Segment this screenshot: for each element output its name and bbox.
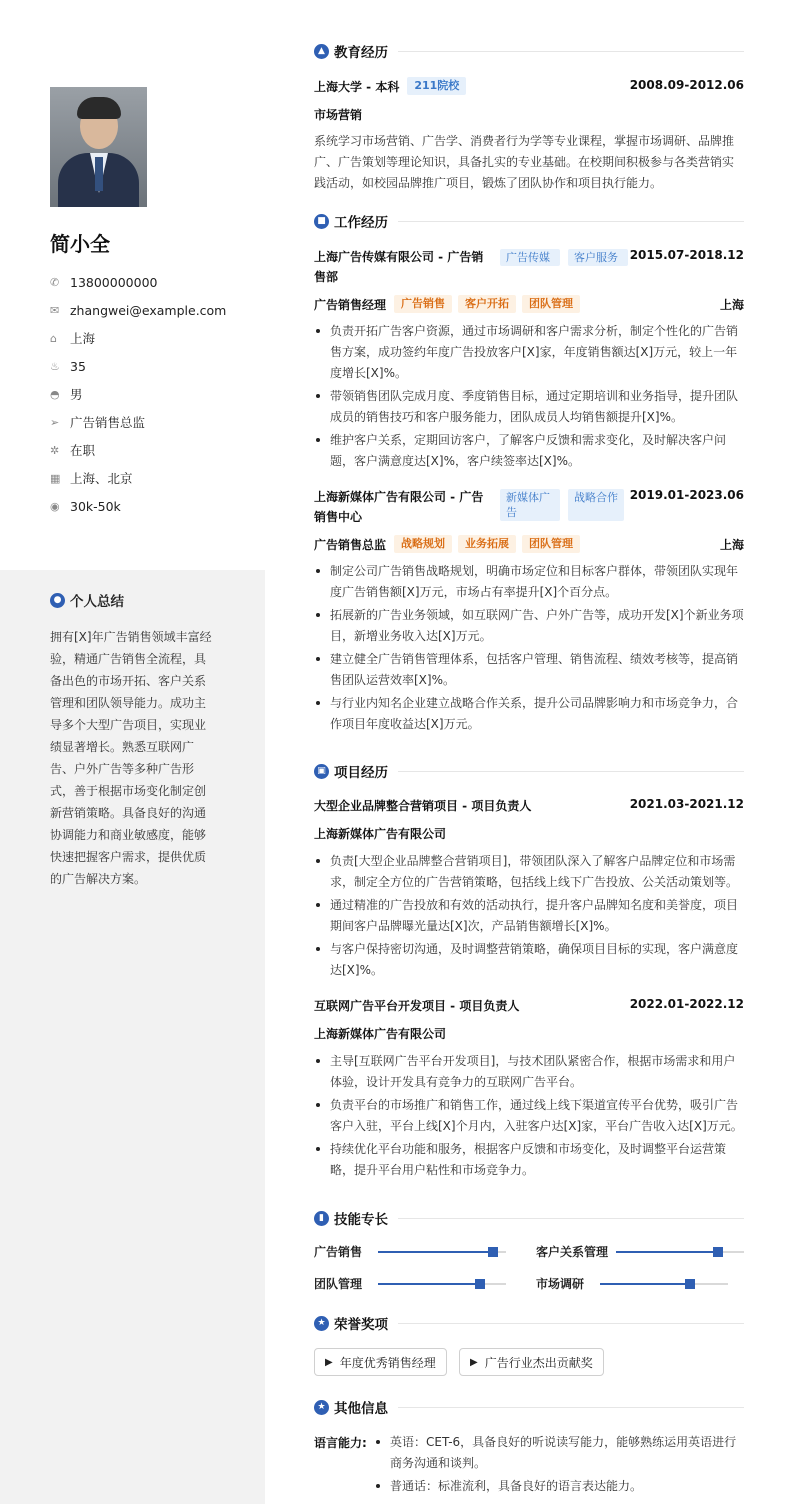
- other-title: 其他信息: [334, 1401, 388, 1417]
- list-item: 主导[互联网广告平台开发项目]，与技术团队紧密合作，根据市场需求和用户体验，设计开发具有竞争力的互联网广告平台。: [314, 1051, 744, 1093]
- info-status: [50, 436, 260, 464]
- list-item: 建立健全广告销售管理体系，包括客户管理、销售流程、绩效考核等，提高销售团队运营效率[X]%。: [314, 649, 744, 691]
- building-icon: ▦: [50, 471, 61, 485]
- skill-row: [536, 1243, 744, 1260]
- briefcase-icon: ■: [314, 214, 329, 229]
- location-text: 上海: [70, 331, 96, 346]
- status-text: 在职: [70, 443, 96, 458]
- project-company: 上海新媒体广告有限公司: [314, 1027, 447, 1041]
- list-item: 与行业内知名企业建立战略合作关系，提升公司品牌影响力和市场竞争力，合作项目年度收益达[X]万元。: [314, 693, 744, 735]
- skill-row: [314, 1243, 506, 1260]
- summary-title-text: 个人总结: [70, 594, 124, 610]
- list-item: 英语：CET-6，具备良好的听说读写能力，能够熟练运用英语进行商务沟通和谈判。: [374, 1432, 744, 1474]
- play-icon: ▶: [325, 1356, 333, 1368]
- info-phone: [50, 268, 260, 296]
- job-date: 2015.07-2018.12: [629, 248, 744, 262]
- education-description: 系统学习市场营销、广告学、消费者行为学等专业课程，掌握市场调研、品牌推广、广告策划等理论知识，具备扎实的专业基础。在校期间积极参与各类营销实践活动，如校园品牌推广项目，锻炼了团队协作和项目执行能力。: [314, 134, 735, 190]
- project-name: 大型企业品牌整合营销项目 - 项目负责人: [314, 799, 532, 813]
- salary-icon: ◉: [50, 499, 60, 513]
- summary-heading: [50, 590, 124, 610]
- list-item: 维护客户关系，定期回访客户，了解客户反馈和需求变化，及时解决客户问题，客户满意度达[X]%，客户续签率达[X]%。: [314, 430, 744, 472]
- education-date: 2008.09-2012.06: [629, 78, 744, 92]
- education-heading: [314, 41, 744, 61]
- info-position: [50, 408, 260, 436]
- project-bullets: [314, 1051, 744, 1183]
- awards-heading: [314, 1313, 744, 1333]
- skill-name: 广告销售: [314, 1245, 363, 1259]
- job-company: 上海新媒体广告有限公司 - 广告销售中心: [314, 490, 484, 524]
- project-date: 2021.03-2021.12: [629, 797, 744, 811]
- salary-text: 30k-50k: [70, 498, 121, 514]
- skill-row: [314, 1275, 506, 1292]
- info-location: [50, 324, 260, 352]
- list-item: 与客户保持密切沟通，及时调整营销策略，确保项目目标的实现，客户满意度达[X]%。: [314, 939, 744, 981]
- skill-name: 客户关系管理: [536, 1245, 609, 1259]
- phone-text: 13800000000: [70, 274, 158, 290]
- education-school-row: [314, 77, 466, 95]
- project-name: 互联网广告平台开发项目 - 项目负责人: [314, 999, 520, 1013]
- awards-title: 荣誉奖项: [334, 1317, 388, 1333]
- list-item: 制定公司广告销售战略规划，明确市场定位和目标客户群体，带领团队实现年度广告销售额[X]万元，市场占有率提升[X]个百分点。: [314, 561, 744, 603]
- mail-icon: ✉: [50, 303, 60, 317]
- list-item: 负责[大型企业品牌整合营销项目]，带领团队深入了解客户品牌定位和市场需求，制定全方位的广告营销策略，包括线上线下广告投放、公关活动策划等。: [314, 851, 744, 893]
- profile-name: 简小全: [50, 232, 110, 256]
- award-icon: ★: [314, 1316, 329, 1331]
- job-tag: 战略合作: [568, 489, 624, 521]
- email-text: zhangwei@example.com: [70, 302, 227, 318]
- skill-name: 市场调研: [536, 1277, 585, 1291]
- info-salary: [50, 492, 260, 520]
- job-role-row: [314, 535, 580, 553]
- job-tags: [500, 489, 624, 521]
- skills-title: 技能专长: [334, 1212, 388, 1228]
- profile-photo: [50, 87, 147, 207]
- language-list: [374, 1432, 744, 1499]
- info-gender: [50, 380, 260, 408]
- job-skill-tag: 团队管理: [522, 295, 580, 313]
- info-email: [50, 296, 260, 324]
- project-bullets: [314, 851, 744, 983]
- phone-icon: ✆: [50, 275, 60, 289]
- education-major: 市场营销: [314, 108, 363, 122]
- job-city: 上海: [719, 538, 744, 552]
- job-tag: 客户服务: [568, 249, 628, 266]
- job-date: 2019.01-2023.06: [629, 488, 744, 502]
- education-title: 教育经历: [334, 45, 388, 61]
- work-heading: [314, 211, 744, 231]
- info-age: [50, 352, 260, 380]
- bar-chart-icon: ▮: [314, 1211, 329, 1226]
- skill-level-bar: [378, 1283, 506, 1285]
- grid-icon: ▣: [314, 764, 329, 779]
- list-item: 通过精准的广告投放和有效的活动执行，提升客户品牌知名度和美誉度，项目期间客户品牌曝光量达[X]次，产品销售额增长[X]%。: [314, 895, 744, 937]
- job-role: 广告销售经理: [314, 297, 387, 312]
- list-item: 负责开拓广告客户资源，通过市场调研和客户需求分析，制定个性化的广告销售方案，成功签约年度广告投放客户[X]家，年度销售额达[X]万元，较上一年度增长[X]%。: [314, 321, 744, 384]
- school-name: 上海大学 - 本科: [314, 79, 400, 94]
- job-bullets: [314, 561, 744, 737]
- job-tags: [500, 249, 628, 266]
- graduation-cap-icon: ▲: [314, 44, 329, 59]
- job-skill-tag: 广告销售: [394, 295, 452, 313]
- job-role: 广告销售总监: [314, 537, 387, 552]
- work-title: 工作经历: [334, 215, 388, 231]
- job-role-row: [314, 295, 580, 313]
- list-item: 持续优化平台功能和服务，根据客户反馈和市场变化，及时调整平台运营策略，提升平台用户粘性和市场竞争力。: [314, 1139, 744, 1181]
- language-label: 语言能力:: [314, 1436, 367, 1450]
- job-bullets: [314, 321, 744, 474]
- city-text: 上海、北京: [70, 471, 133, 486]
- home-icon: ⌂: [50, 331, 57, 345]
- gender-text: 男: [70, 387, 83, 402]
- info-city: [50, 464, 260, 492]
- skill-level-bar: [616, 1251, 744, 1253]
- summary-text: 拥有[X]年广告销售领域丰富经验，精通广告销售全流程，具备出色的市场开拓、客户关系管理和团队领导能力。成功主导多个大型广告项目，实现业绩显著增长。熟悉互联网广告、户外广告等多种广告形式，善于根据市场变化制定创新营销策略。具备良好的沟通协调能力和商业敏感度，能够快速把握客户需求，提供优质的广告解决方案。: [50, 630, 212, 886]
- award-text: 广告行业杰出贡献奖: [484, 1355, 593, 1370]
- contact-info-list: [50, 268, 260, 520]
- job-tag: 广告传媒: [500, 249, 560, 266]
- send-icon: ➢: [50, 415, 60, 429]
- project-date: 2022.01-2022.12: [629, 997, 744, 1011]
- user-icon: ●: [50, 593, 65, 608]
- skill-level-bar: [378, 1251, 506, 1253]
- projects-heading: [314, 761, 744, 781]
- skills-heading: [314, 1208, 744, 1228]
- job-skill-tag: 客户开拓: [458, 295, 516, 313]
- skill-row: [536, 1275, 728, 1292]
- project-company: 上海新媒体广告有限公司: [314, 827, 447, 841]
- position-text: 广告销售总监: [70, 415, 146, 430]
- projects-title: 项目经历: [334, 765, 388, 781]
- job-company: 上海广告传媒有限公司 - 广告销售部: [314, 250, 484, 284]
- status-icon: ✲: [50, 443, 60, 457]
- job-skill-tag: 战略规划: [394, 535, 452, 553]
- job-city: 上海: [719, 298, 744, 312]
- other-heading: [314, 1397, 744, 1417]
- gender-icon: ◓: [50, 387, 60, 401]
- skill-name: 团队管理: [314, 1277, 363, 1291]
- list-item: 带领销售团队完成月度、季度销售目标，通过定期培训和业务指导，提升团队成员的销售技巧和客户服务能力，团队成员人均销售额提升[X]%。: [314, 386, 744, 428]
- award-text: 年度优秀销售经理: [339, 1355, 436, 1370]
- info-icon: ★: [314, 1400, 329, 1415]
- cake-icon: ♨: [50, 359, 60, 373]
- list-item: 普通话：标准流利，具备良好的语言表达能力。: [374, 1476, 744, 1497]
- award-item: [459, 1348, 604, 1376]
- play-icon: ▶: [470, 1356, 478, 1368]
- age-text: 35: [70, 358, 86, 374]
- school-tag: 211院校: [407, 77, 466, 95]
- list-item: 拓展新的广告业务领域，如互联网广告、户外广告等，成功开发[X]个新业务项目，新增业务收入达[X]万元。: [314, 605, 744, 647]
- job-tag: 新媒体广告: [500, 489, 560, 521]
- list-item: 负责平台的市场推广和销售工作，通过线上线下渠道宣传平台优势，吸引广告客户入驻，平台上线[X]个月内，入驻客户达[X]家，平台广告收入达[X]万元。: [314, 1095, 744, 1137]
- job-skill-tag: 团队管理: [522, 535, 580, 553]
- skill-level-bar: [600, 1283, 728, 1285]
- job-skill-tag: 业务拓展: [458, 535, 516, 553]
- award-item: [314, 1348, 447, 1376]
